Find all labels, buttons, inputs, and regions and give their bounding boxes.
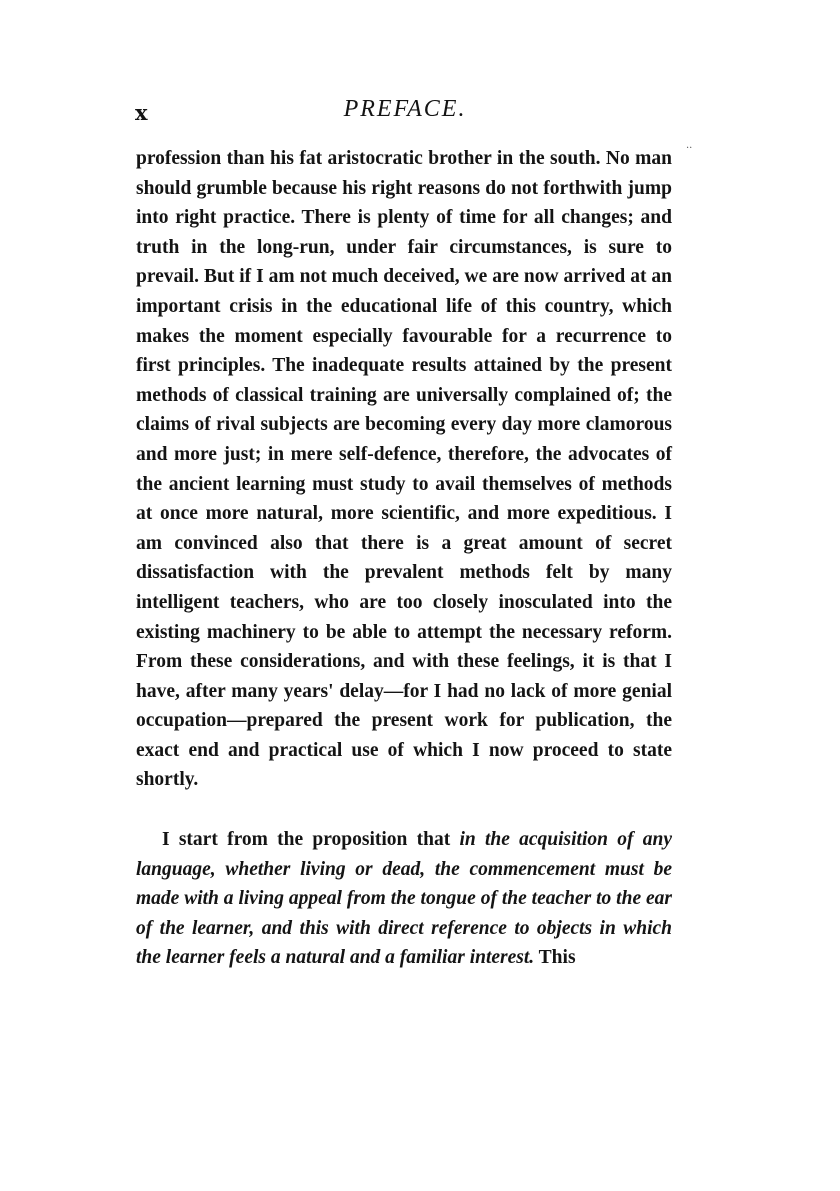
paragraph-2-intro: I start from the proposition that xyxy=(162,829,460,851)
paragraph-1: profession than his fat aristocratic brother in the south. No man should grumble because his right reasons do not forthwith jump into right practice. There is plenty of time for all changes; and truth in the long-run, under fair circumstances, is sure to prevail. But if I am not much deceived, we are now arrived at an important crisis in the educational life of this country, which makes the moment especially favourable for a recurrence to first principles. The inadequate results attained by the present methods of classical training are universally complained of; the claims of rival subjects are becoming every day more clamorous and more just; in mere self-defence, therefore, the advocates of the ancient learning must study to avail themselves of methods at once more natural, more scientific, and more expeditious. I am convinced also that there is a great amount of secret dissatisfaction with the prevalent methods felt by many intelligent teachers, who are too closely inosculated into the existing machinery to be able to attempt the necessary reform. From these considerations, and with these feelings, it is that I have, after many years' delay—for I had no lack of more genial occupation—prepared the present work for publication, the exact end and practical use of which I now proceed to state shortly. xyxy=(136,148,672,791)
paragraph-2-tail: This xyxy=(534,947,576,969)
running-title: PREFACE. xyxy=(343,96,467,122)
page-header xyxy=(135,96,675,132)
page-number: x xyxy=(135,100,148,125)
paragraph-2 xyxy=(136,825,672,973)
paragraph-2-emphasis: in the acquisition of any language, whether living or dead, the commencement must be made with a living appeal from the tongue of the teacher to the ear of the learner, and this with direct reference to objects in which the learner feels a natural and a familiar interest. xyxy=(136,829,672,969)
margin-mark: .. xyxy=(686,140,693,151)
body-text xyxy=(136,144,672,973)
